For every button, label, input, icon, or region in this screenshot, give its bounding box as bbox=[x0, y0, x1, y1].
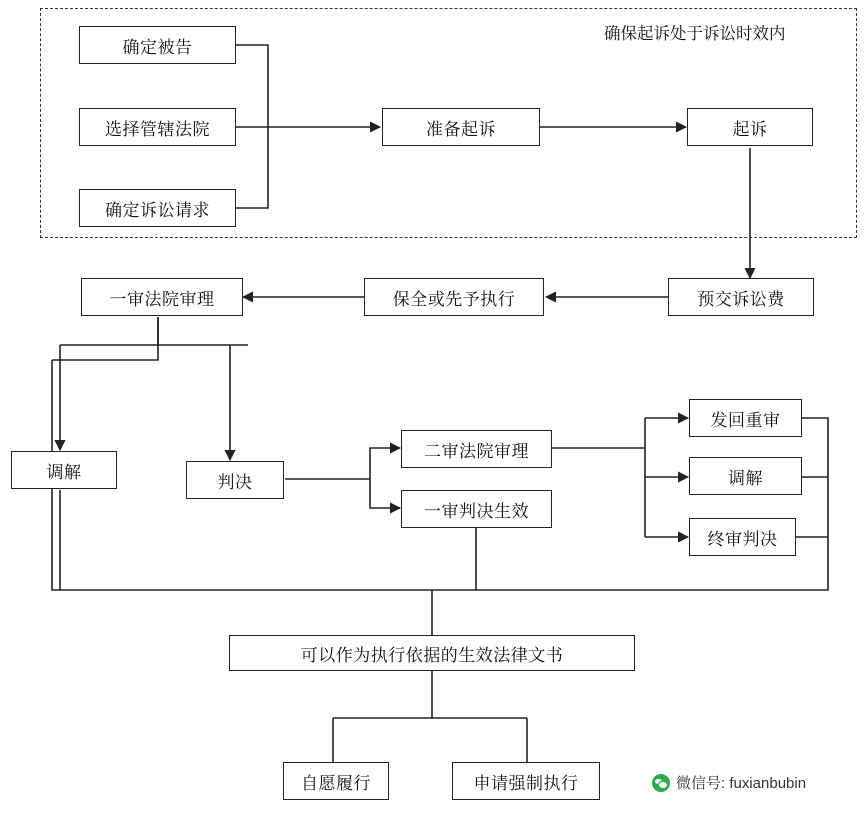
node-voluntary-performance[interactable]: 自愿履行 bbox=[283, 762, 389, 800]
node-first-instance-judgment-effective[interactable]: 一审判决生效 bbox=[401, 490, 552, 528]
node-mediation-first[interactable]: 调解 bbox=[11, 451, 117, 489]
node-mediation-second[interactable]: 调解 bbox=[689, 457, 802, 495]
limitation-period-note: 确保起诉处于诉讼时效内 bbox=[604, 25, 786, 43]
node-judgment[interactable]: 判决 bbox=[186, 461, 284, 499]
node-preservation-or-advance-execution[interactable]: 保全或先予执行 bbox=[364, 278, 544, 316]
node-final-judgment[interactable]: 终审判决 bbox=[689, 518, 796, 556]
node-determine-defendant[interactable]: 确定被告 bbox=[79, 26, 236, 64]
node-prepare-lawsuit[interactable]: 准备起诉 bbox=[382, 108, 540, 146]
node-second-instance-trial[interactable]: 二审法院审理 bbox=[401, 430, 552, 468]
wechat-icon bbox=[652, 774, 670, 792]
node-first-instance-trial[interactable]: 一审法院审理 bbox=[81, 278, 243, 316]
node-prepay-fees[interactable]: 预交诉讼费 bbox=[668, 278, 814, 316]
node-remand-for-retrial[interactable]: 发回重审 bbox=[689, 399, 802, 437]
node-file-lawsuit[interactable]: 起诉 bbox=[687, 108, 813, 146]
node-determine-claims[interactable]: 确定诉讼请求 bbox=[79, 189, 236, 227]
node-enforceable-legal-document[interactable]: 可以作为执行依据的生效法律文书 bbox=[229, 635, 635, 671]
watermark bbox=[652, 772, 806, 793]
node-apply-compulsory-execution[interactable]: 申请强制执行 bbox=[452, 762, 600, 800]
watermark-text: 微信号: fuxianbubin bbox=[676, 775, 807, 792]
node-choose-court[interactable]: 选择管辖法院 bbox=[79, 108, 236, 146]
